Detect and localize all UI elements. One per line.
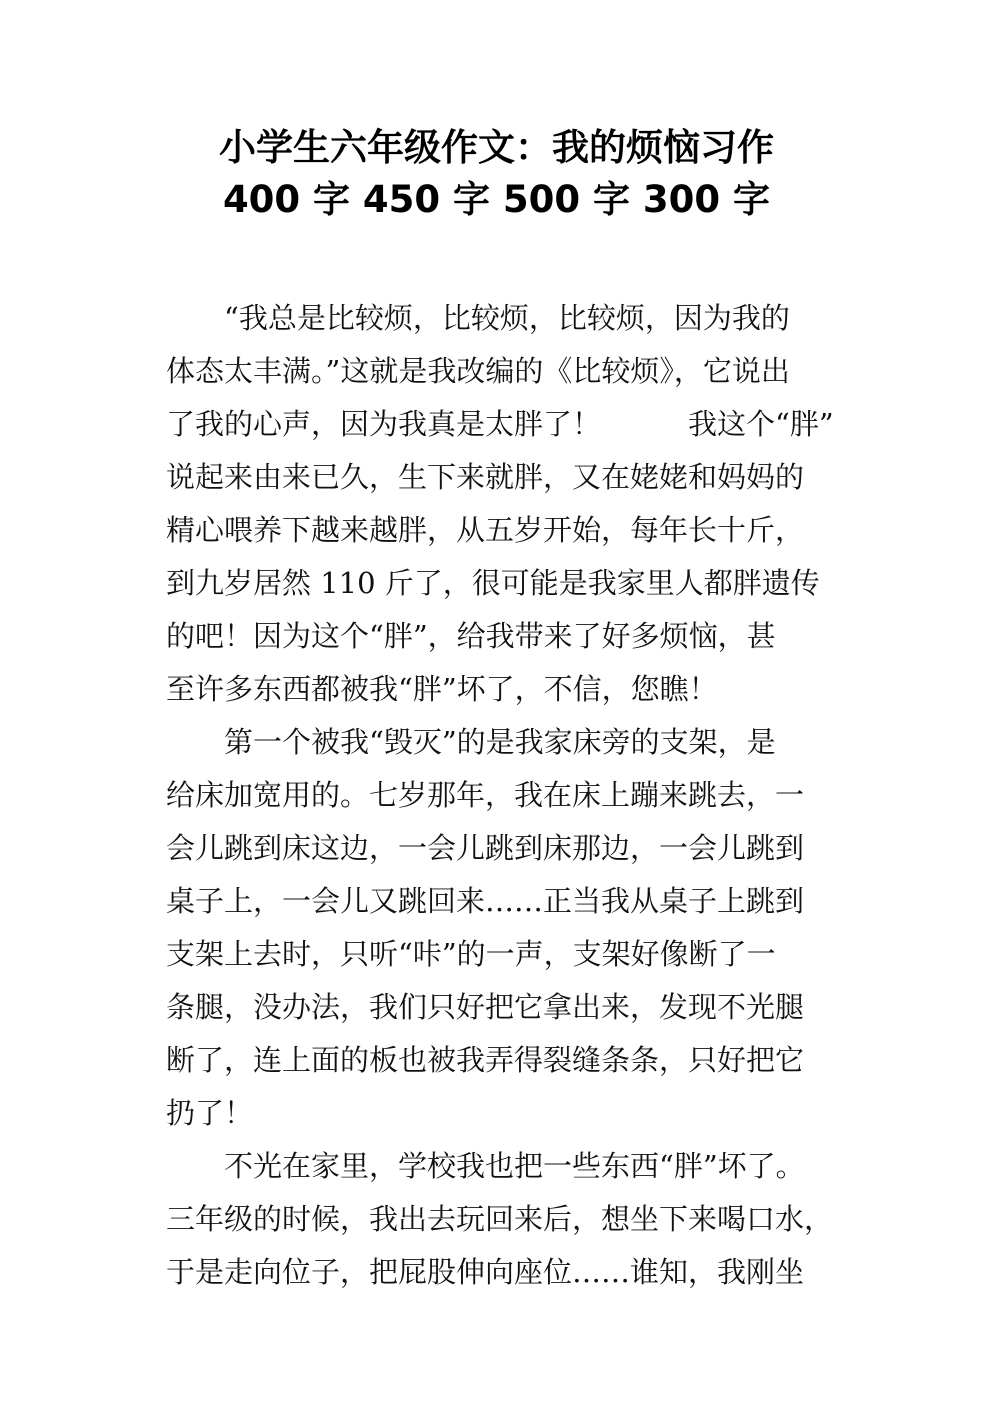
- body-line: 精心喂养下越来越胖，从五岁开始，每年长十斤，: [166, 513, 805, 547]
- body-line: “我总是比较烦，比较烦，比较烦，因为我的: [166, 301, 790, 335]
- body-line: 扔了！: [166, 1096, 254, 1130]
- body-line: 的吧！因为这个“胖”，给我带来了好多烦恼，甚: [166, 619, 776, 653]
- document-title: [0, 122, 993, 226]
- essay-body: [166, 292, 856, 1299]
- body-line: 不光在家里，学校我也把一些东西“胖”坏了。: [166, 1149, 805, 1183]
- body-line: 到九岁居然 110 斤了，很可能是我家里人都胖遗传: [166, 566, 820, 600]
- body-line: 会儿跳到床这边，一会儿跳到床那边，一会儿跳到: [166, 831, 805, 865]
- body-line: 体态太丰满。”这就是我改编的《比较烦》，它说出: [166, 354, 790, 388]
- body-line: 支架上去时，只听“咔”的一声，支架好像断了一: [166, 937, 776, 971]
- title-line-2: 400 字 450 字 500 字 300 字: [222, 178, 771, 221]
- body-line: 断了，连上面的板也被我弄得裂缝条条，只好把它: [166, 1043, 805, 1077]
- body-line: 桌子上，一会儿又跳回来……正当我从桌子上跳到: [166, 884, 805, 918]
- body-line: 条腿，没办法，我们只好把它拿出来，发现不光腿: [166, 990, 805, 1024]
- body-line: 了我的心声，因为我真是太胖了！ 我这个“胖”: [166, 407, 834, 441]
- body-line: 第一个被我“毁灭”的是我家床旁的支架，是: [166, 725, 776, 759]
- body-line: 说起来由来已久，生下来就胖，又在姥姥和妈妈的: [166, 460, 805, 494]
- body-line: 三年级的时候，我出去玩回来后，想坐下来喝口水，: [166, 1202, 834, 1236]
- body-line: 给床加宽用的。七岁那年，我在床上蹦来跳去，一: [166, 778, 805, 812]
- body-line: 于是走向位子，把屁股伸向座位……谁知，我刚坐: [166, 1255, 805, 1289]
- title-line-1: 小学生六年级作文：我的烦恼习作: [219, 126, 774, 169]
- body-line: 至许多东西都被我“胖”坏了，不信，您瞧！: [166, 672, 718, 706]
